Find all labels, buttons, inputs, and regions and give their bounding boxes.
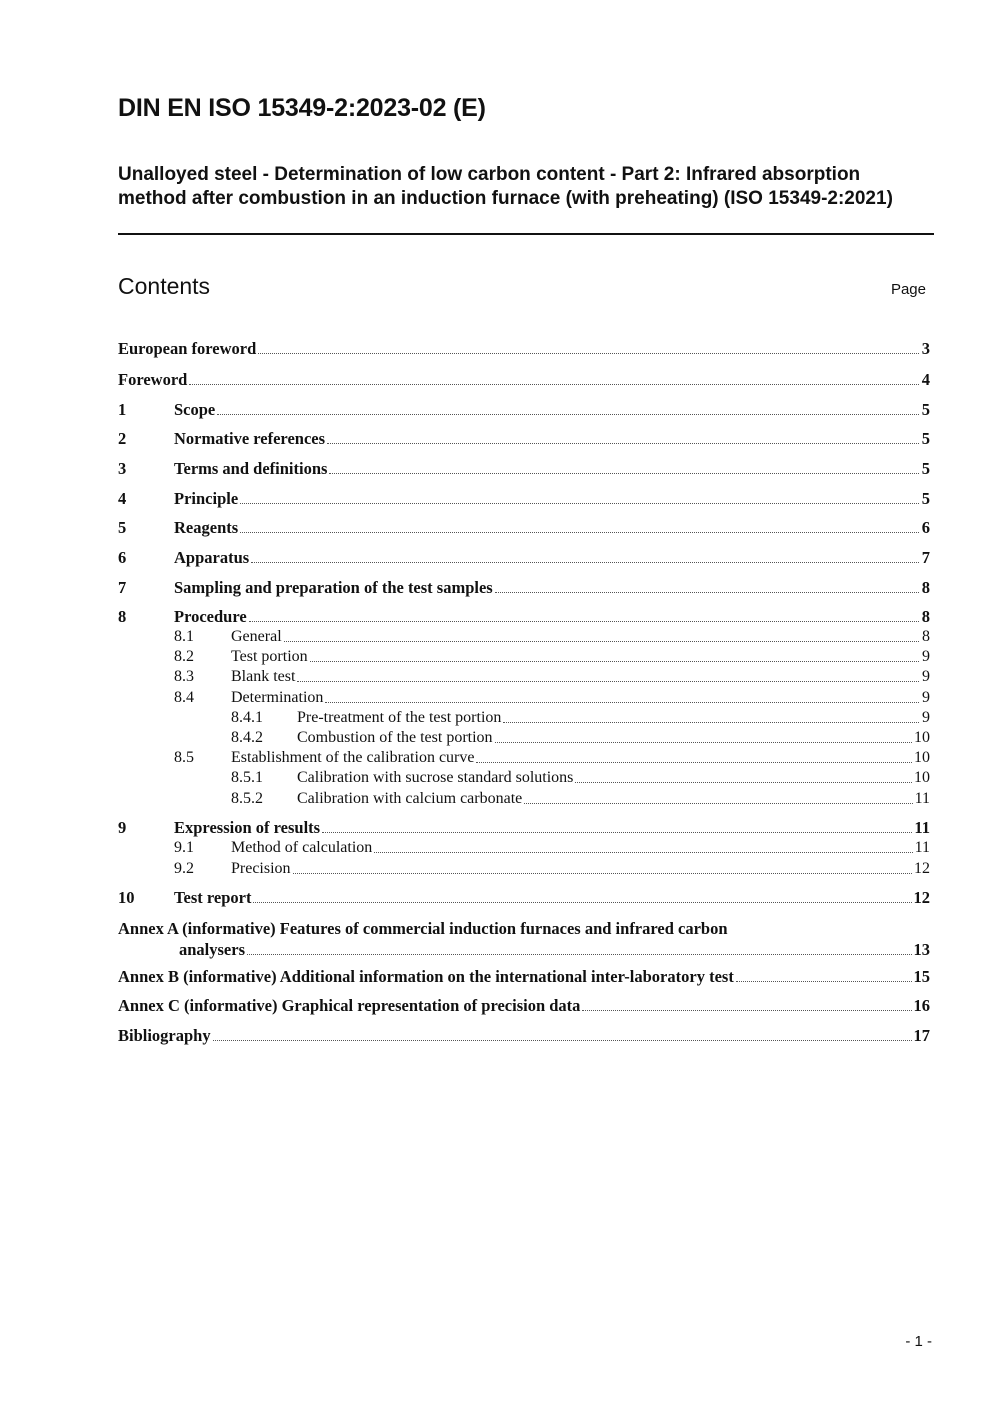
toc-entry-page: 5 xyxy=(921,459,930,478)
toc-entry-page: 8 xyxy=(921,578,930,597)
dot-leader xyxy=(575,782,912,783)
toc-entry-number: 8.4.1 xyxy=(231,709,263,726)
document-number: DIN EN ISO 15349-2:2023-02 (E) xyxy=(118,94,486,122)
toc-entry-page: 5 xyxy=(921,400,930,419)
dot-leader xyxy=(284,641,919,642)
toc-entry-3[interactable] xyxy=(118,459,930,479)
dot-leader xyxy=(322,832,912,833)
toc-entry-number: 8.4.2 xyxy=(231,729,263,746)
toc-entry-title: Combustion of the test portion xyxy=(297,729,493,746)
toc-entry-title-continued: analysers xyxy=(179,940,245,959)
toc-entry-9-2[interactable] xyxy=(118,859,930,879)
toc-entry-title: General xyxy=(231,628,282,645)
toc-entry-1[interactable] xyxy=(118,400,930,420)
toc-entry-page: 10 xyxy=(914,769,930,786)
toc-entry-page: 8 xyxy=(921,607,930,626)
toc-entry-annex-c[interactable] xyxy=(118,996,930,1016)
toc-entry-4[interactable] xyxy=(118,489,930,509)
toc-entry-page: 11 xyxy=(914,790,930,807)
toc-entry-page: 17 xyxy=(913,1026,930,1045)
dot-leader xyxy=(524,803,912,804)
toc-entry-page: 7 xyxy=(921,548,930,567)
dot-leader xyxy=(325,702,919,703)
toc-entry-8-4[interactable] xyxy=(118,688,930,708)
toc-entry-title: Annex B (informative) Additional information on the international inter-laboratory test xyxy=(118,967,734,986)
toc-entry-title: Method of calculation xyxy=(231,839,373,856)
page-column-label: Page xyxy=(890,281,926,298)
toc-entry-title: Expression of results xyxy=(174,818,321,837)
toc-entry-european-foreword[interactable] xyxy=(118,339,930,359)
toc-entry-8[interactable] xyxy=(118,607,930,627)
toc-entry-title: Establishment of the calibration curve xyxy=(231,749,475,766)
dot-leader xyxy=(217,414,919,415)
toc-entry-page: 5 xyxy=(921,489,930,508)
toc-entry-number: 9.2 xyxy=(174,860,194,877)
contents-heading: Contents xyxy=(118,273,211,299)
toc-entry-title: Principle xyxy=(174,489,239,508)
dot-leader xyxy=(247,954,912,955)
toc-entry-page: 13 xyxy=(913,940,930,959)
toc-entry-10[interactable] xyxy=(118,888,930,908)
toc-entry-number: 3 xyxy=(118,459,127,478)
toc-entry-9[interactable] xyxy=(118,818,930,838)
toc-entry-title: Calibration with calcium carbonate xyxy=(297,790,523,807)
toc-entry-page: 9 xyxy=(922,648,930,665)
toc-entry-number: 9 xyxy=(118,818,127,837)
toc-entry-title: Pre-treatment of the test portion xyxy=(297,709,502,726)
toc-entry-page: 8 xyxy=(922,628,930,645)
toc-entry-number: 4 xyxy=(118,489,127,508)
toc-entry-annex-a[interactable] xyxy=(118,918,930,960)
dot-leader xyxy=(310,661,919,662)
toc-entry-annex-b[interactable] xyxy=(118,967,930,987)
toc-entry-title: Sampling and preparation of the test samples xyxy=(174,578,493,597)
toc-entry-8-5-2[interactable] xyxy=(118,789,930,809)
document-title: Unalloyed steel - Determination of low carbon content - Part 2: Infrared absorption method after combustion in an induction furnace (with preheating) (ISO 15349-2:2021) xyxy=(118,164,893,209)
toc-entry-page: 5 xyxy=(921,429,930,448)
toc-entry-7[interactable] xyxy=(118,578,930,598)
toc-entry-title: European foreword xyxy=(118,339,257,358)
toc-entry-number: 2 xyxy=(118,429,127,448)
toc-entry-title: Annex A (informative) Features of commercial induction furnaces and infrared carbon xyxy=(118,919,728,938)
toc-entry-page: 4 xyxy=(921,370,930,389)
dot-leader xyxy=(495,592,919,593)
toc-entry-number: 8.2 xyxy=(174,648,194,665)
dot-leader xyxy=(329,473,919,474)
toc-entry-8-1[interactable] xyxy=(118,627,930,647)
toc-entry-8-4-2[interactable] xyxy=(118,728,930,748)
dot-leader xyxy=(253,902,911,903)
toc-entry-2[interactable] xyxy=(118,429,930,449)
dot-leader xyxy=(249,621,919,622)
toc-entry-number: 8.1 xyxy=(174,628,194,645)
toc-entry-title: Calibration with sucrose standard solutions xyxy=(297,769,574,786)
toc-entry-title: Bibliography xyxy=(118,1026,211,1045)
dot-leader xyxy=(503,722,919,723)
page-number: - 1 - xyxy=(905,1333,932,1350)
toc-entry-8-5-1[interactable] xyxy=(118,768,930,788)
toc-entry-title: Procedure xyxy=(174,607,247,626)
toc-entry-page: 11 xyxy=(914,839,930,856)
toc-entry-8-3[interactable] xyxy=(118,667,930,687)
toc-entry-title: Annex C (informative) Graphical representation of precision data xyxy=(118,996,581,1015)
toc-entry-page: 9 xyxy=(922,668,930,685)
dot-leader xyxy=(495,742,912,743)
toc-entry-title: Test portion xyxy=(231,648,308,665)
toc-entry-number: 9.1 xyxy=(174,839,194,856)
toc-entry-number: 8 xyxy=(118,607,127,626)
toc-entry-title: Test report xyxy=(174,888,252,907)
toc-entry-page: 9 xyxy=(922,709,930,726)
dot-leader xyxy=(297,681,919,682)
toc-entry-page: 12 xyxy=(914,860,930,877)
toc-entry-number: 5 xyxy=(118,518,127,537)
dot-leader xyxy=(213,1040,912,1041)
toc-entry-6[interactable] xyxy=(118,548,930,568)
dot-leader xyxy=(374,852,912,853)
toc-entry-8-4-1[interactable] xyxy=(118,708,930,728)
toc-entry-title: Blank test xyxy=(231,668,296,685)
dot-leader xyxy=(327,443,919,444)
dot-leader xyxy=(189,384,919,385)
toc-entry-number: 8.5.1 xyxy=(231,769,263,786)
toc-entry-8-5[interactable] xyxy=(118,748,930,768)
toc-entry-number: 10 xyxy=(118,888,135,907)
dot-leader xyxy=(582,1010,911,1011)
toc-entry-page: 6 xyxy=(921,518,930,537)
toc-entry-number: 8.4 xyxy=(174,689,194,706)
toc-entry-page: 15 xyxy=(913,967,930,986)
toc-entry-title: Normative references xyxy=(174,429,326,448)
toc-entry-page: 10 xyxy=(914,749,930,766)
dot-leader xyxy=(251,562,919,563)
toc-entry-number: 6 xyxy=(118,548,127,567)
title-divider xyxy=(118,233,934,235)
toc-entry-9-1[interactable] xyxy=(118,838,930,858)
dot-leader xyxy=(476,762,912,763)
toc-entry-title: Precision xyxy=(231,860,291,877)
dot-leader xyxy=(240,532,919,533)
toc-entry-page: 3 xyxy=(921,339,930,358)
dot-leader xyxy=(240,503,919,504)
toc-entry-number: 1 xyxy=(118,400,127,419)
toc-entry-page: 16 xyxy=(913,996,930,1015)
toc-entry-5[interactable] xyxy=(118,518,930,538)
toc-entry-page: 11 xyxy=(914,818,930,837)
toc-entry-title: Reagents xyxy=(174,518,239,537)
toc-entry-page: 12 xyxy=(913,888,930,907)
dot-leader xyxy=(258,353,919,354)
toc-entry-number: 8.5.2 xyxy=(231,790,263,807)
toc-entry-title: Scope xyxy=(174,400,216,419)
toc-entry-number: 8.5 xyxy=(174,749,194,766)
dot-leader xyxy=(293,873,912,874)
toc-entry-title: Determination xyxy=(231,689,324,706)
dot-leader xyxy=(736,981,912,982)
toc-entry-number: 8.3 xyxy=(174,668,194,685)
toc-entry-foreword[interactable] xyxy=(118,370,930,390)
toc-entry-bibliography[interactable] xyxy=(118,1026,930,1046)
toc-entry-page: 10 xyxy=(914,729,930,746)
toc-entry-title: Terms and definitions xyxy=(174,459,328,478)
toc-entry-title: Foreword xyxy=(118,370,188,389)
toc-entry-8-2[interactable] xyxy=(118,647,930,667)
toc-entry-number: 7 xyxy=(118,578,127,597)
toc-entry-page: 9 xyxy=(922,689,930,706)
toc-entry-title: Apparatus xyxy=(174,548,250,567)
